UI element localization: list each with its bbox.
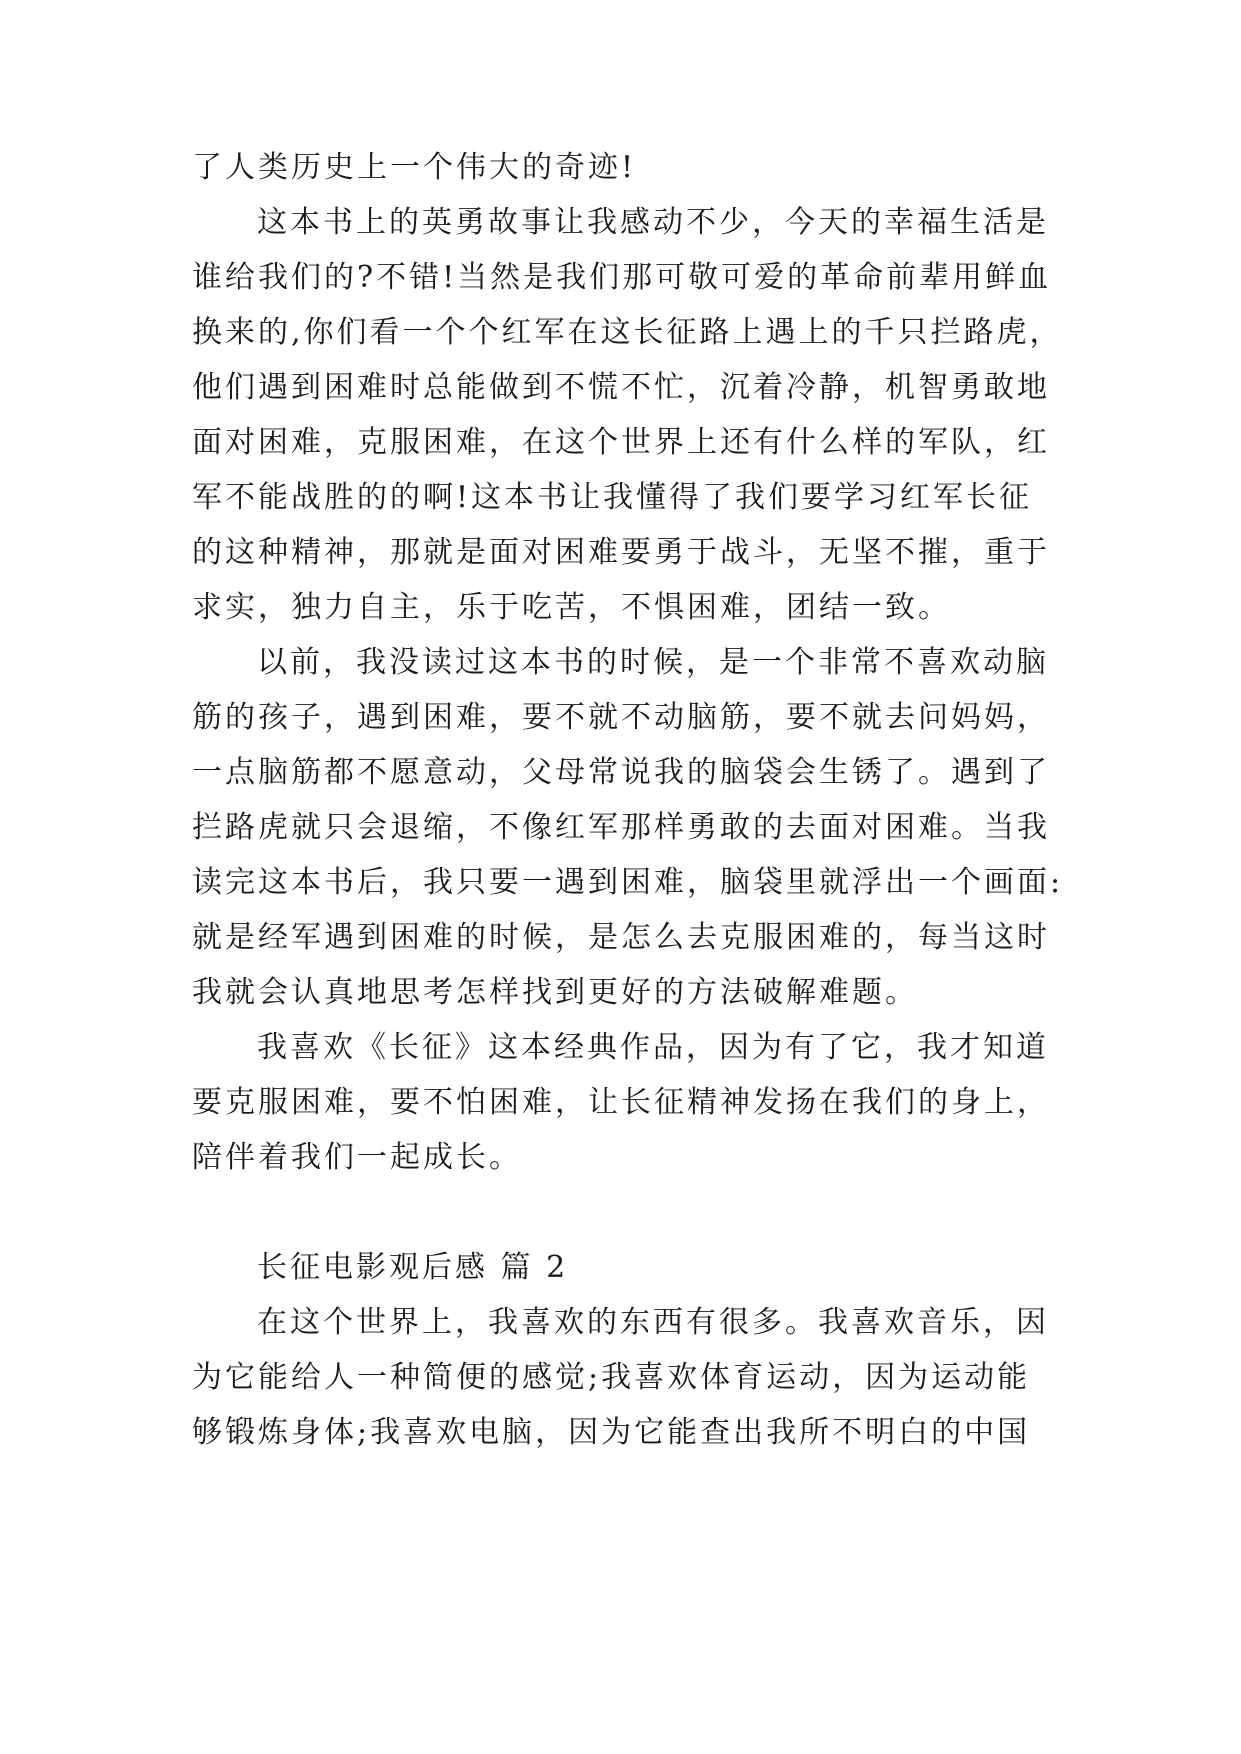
text-line: 的这种精神，那就是面对困难要勇于战斗，无坚不摧，重于 [192,535,1050,570]
text-line: 一点脑筋都不愿意动，父母常说我的脑袋会生锈了。遇到了 [192,755,1050,790]
text-line: 读完这本书后，我只要一遇到困难，脑袋里就浮出一个画面: [192,865,1064,900]
text-line: 为它能给人一种简便的感觉;我喜欢体育运动，因为运动能 [192,1360,1031,1395]
text-line: 我就会认真地思考怎样找到更好的方法破解难题。 [192,975,918,1010]
text-line: 陪伴着我们一起成长。 [192,1140,522,1175]
paragraph-start-line: 我喜欢《长征》这本经典作品，因为有了它，我才知道 [257,1030,1049,1065]
text-line: 求实，独力自主，乐于吃苦，不惧困难，团结一致。 [192,590,951,625]
paragraph-start-line: 在这个世界上，我喜欢的东西有很多。我喜欢音乐，因 [257,1305,1049,1340]
text-line: 拦路虎就只会退缩，不像红军那样勇敢的去面对困难。当我 [192,810,1050,845]
text-line: 换来的,你们看一个个红军在这长征路上遇上的千只拦路虎， [192,315,1063,350]
paragraph-start-line: 以前，我没读过这本书的时候，是一个非常不喜欢动脑 [257,645,1049,680]
text-line: 要克服困难，要不怕困难，让长征精神发扬在我们的身上， [192,1085,1050,1120]
text-line: 筋的孩子，遇到困难，要不就不动脑筋，要不就去问妈妈， [192,700,1050,735]
text-line: 够锻炼身体;我喜欢电脑，因为它能查出我所不明白的中国 [192,1415,1031,1450]
text-line: 面对困难，克服困难，在这个世界上还有什么样的军队，红 [192,425,1050,460]
section-heading: 长征电影观后感 篇 2 [257,1250,569,1285]
paragraph-start-line: 这本书上的英勇故事让我感动不少，今天的幸福生活是 [257,205,1049,240]
text-line: 谁给我们的?不错!当然是我们那可敬可爱的革命前辈用鲜血 [192,260,1052,295]
text-line: 了人类历史上一个伟大的奇迹! [192,150,637,185]
text-line: 他们遇到困难时总能做到不慌不忙，沉着冷静，机智勇敢地 [192,370,1050,405]
text-line: 军不能战胜的的啊!这本书让我懂得了我们要学习红军长征 [192,480,1033,515]
text-line: 就是经军遇到困难的时候，是怎么去克服困难的，每当这时 [192,920,1050,955]
